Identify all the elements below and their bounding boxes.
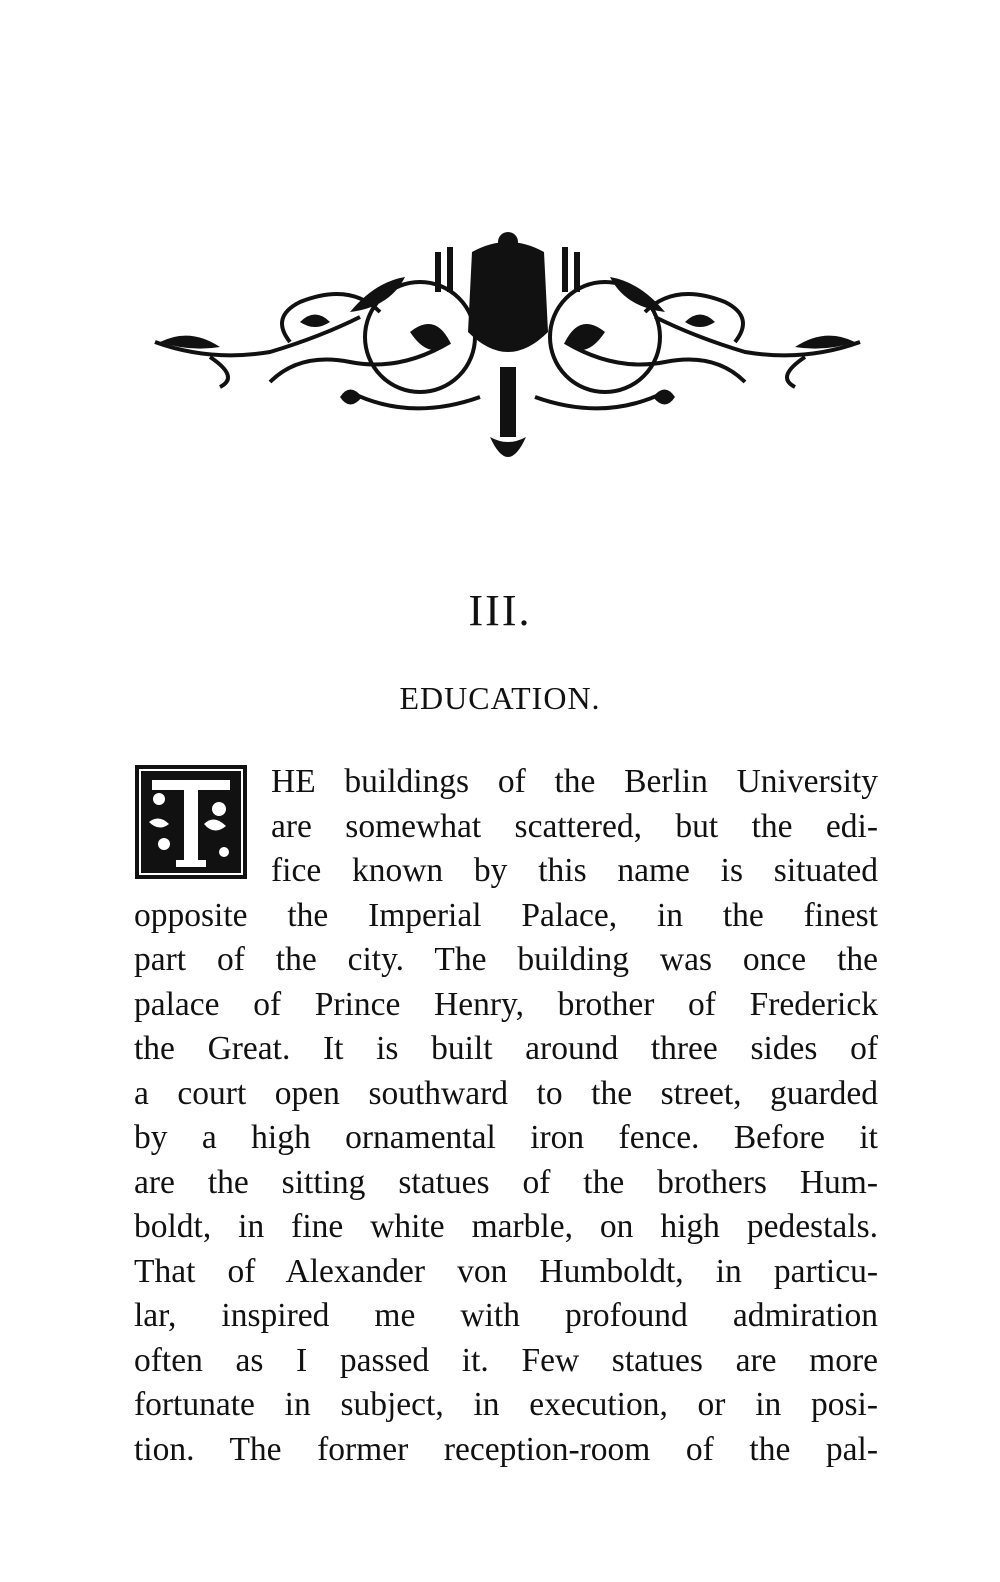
chapter-title: EDUCATION. [399, 680, 601, 716]
text-line: are somewhat scattered, but the edi- [271, 807, 878, 845]
text-line: the Great. It is built around three sides of [134, 1030, 878, 1067]
text-line: palace of Prince Henry, brother of Frederick [134, 985, 878, 1023]
text-line: opposite the Imperial Palace, in the finest [134, 896, 878, 934]
text-line: are the sitting statues of the brothers Hum- [134, 1163, 878, 1201]
text-line: That of Alexander von Humboldt, in particu- [134, 1252, 878, 1290]
body-text [134, 760, 878, 1472]
text-line: a court open southward to the street, guarded [134, 1074, 878, 1112]
text-line: lar, inspired me with profound admiration [134, 1297, 878, 1334]
text-line: boldt, in fine white marble, on high pedestals. [134, 1208, 878, 1245]
chapter-number: III. [468, 586, 532, 635]
text-line: HE buildings of the Berlin University [271, 763, 878, 800]
text-line: often as I passed it. Few statues are more [134, 1341, 878, 1379]
text-line: tion. The former reception-room of the pal- [134, 1430, 878, 1468]
floral-headpiece-icon [150, 222, 865, 484]
text-line: part of the city. The building was once the [134, 941, 878, 978]
text-line: fice known by this name is situated [271, 852, 878, 889]
text-line: by a high ornamental iron fence. Before it [134, 1119, 878, 1156]
text-line: fortunate in subject, in execution, or in posi- [134, 1386, 878, 1423]
